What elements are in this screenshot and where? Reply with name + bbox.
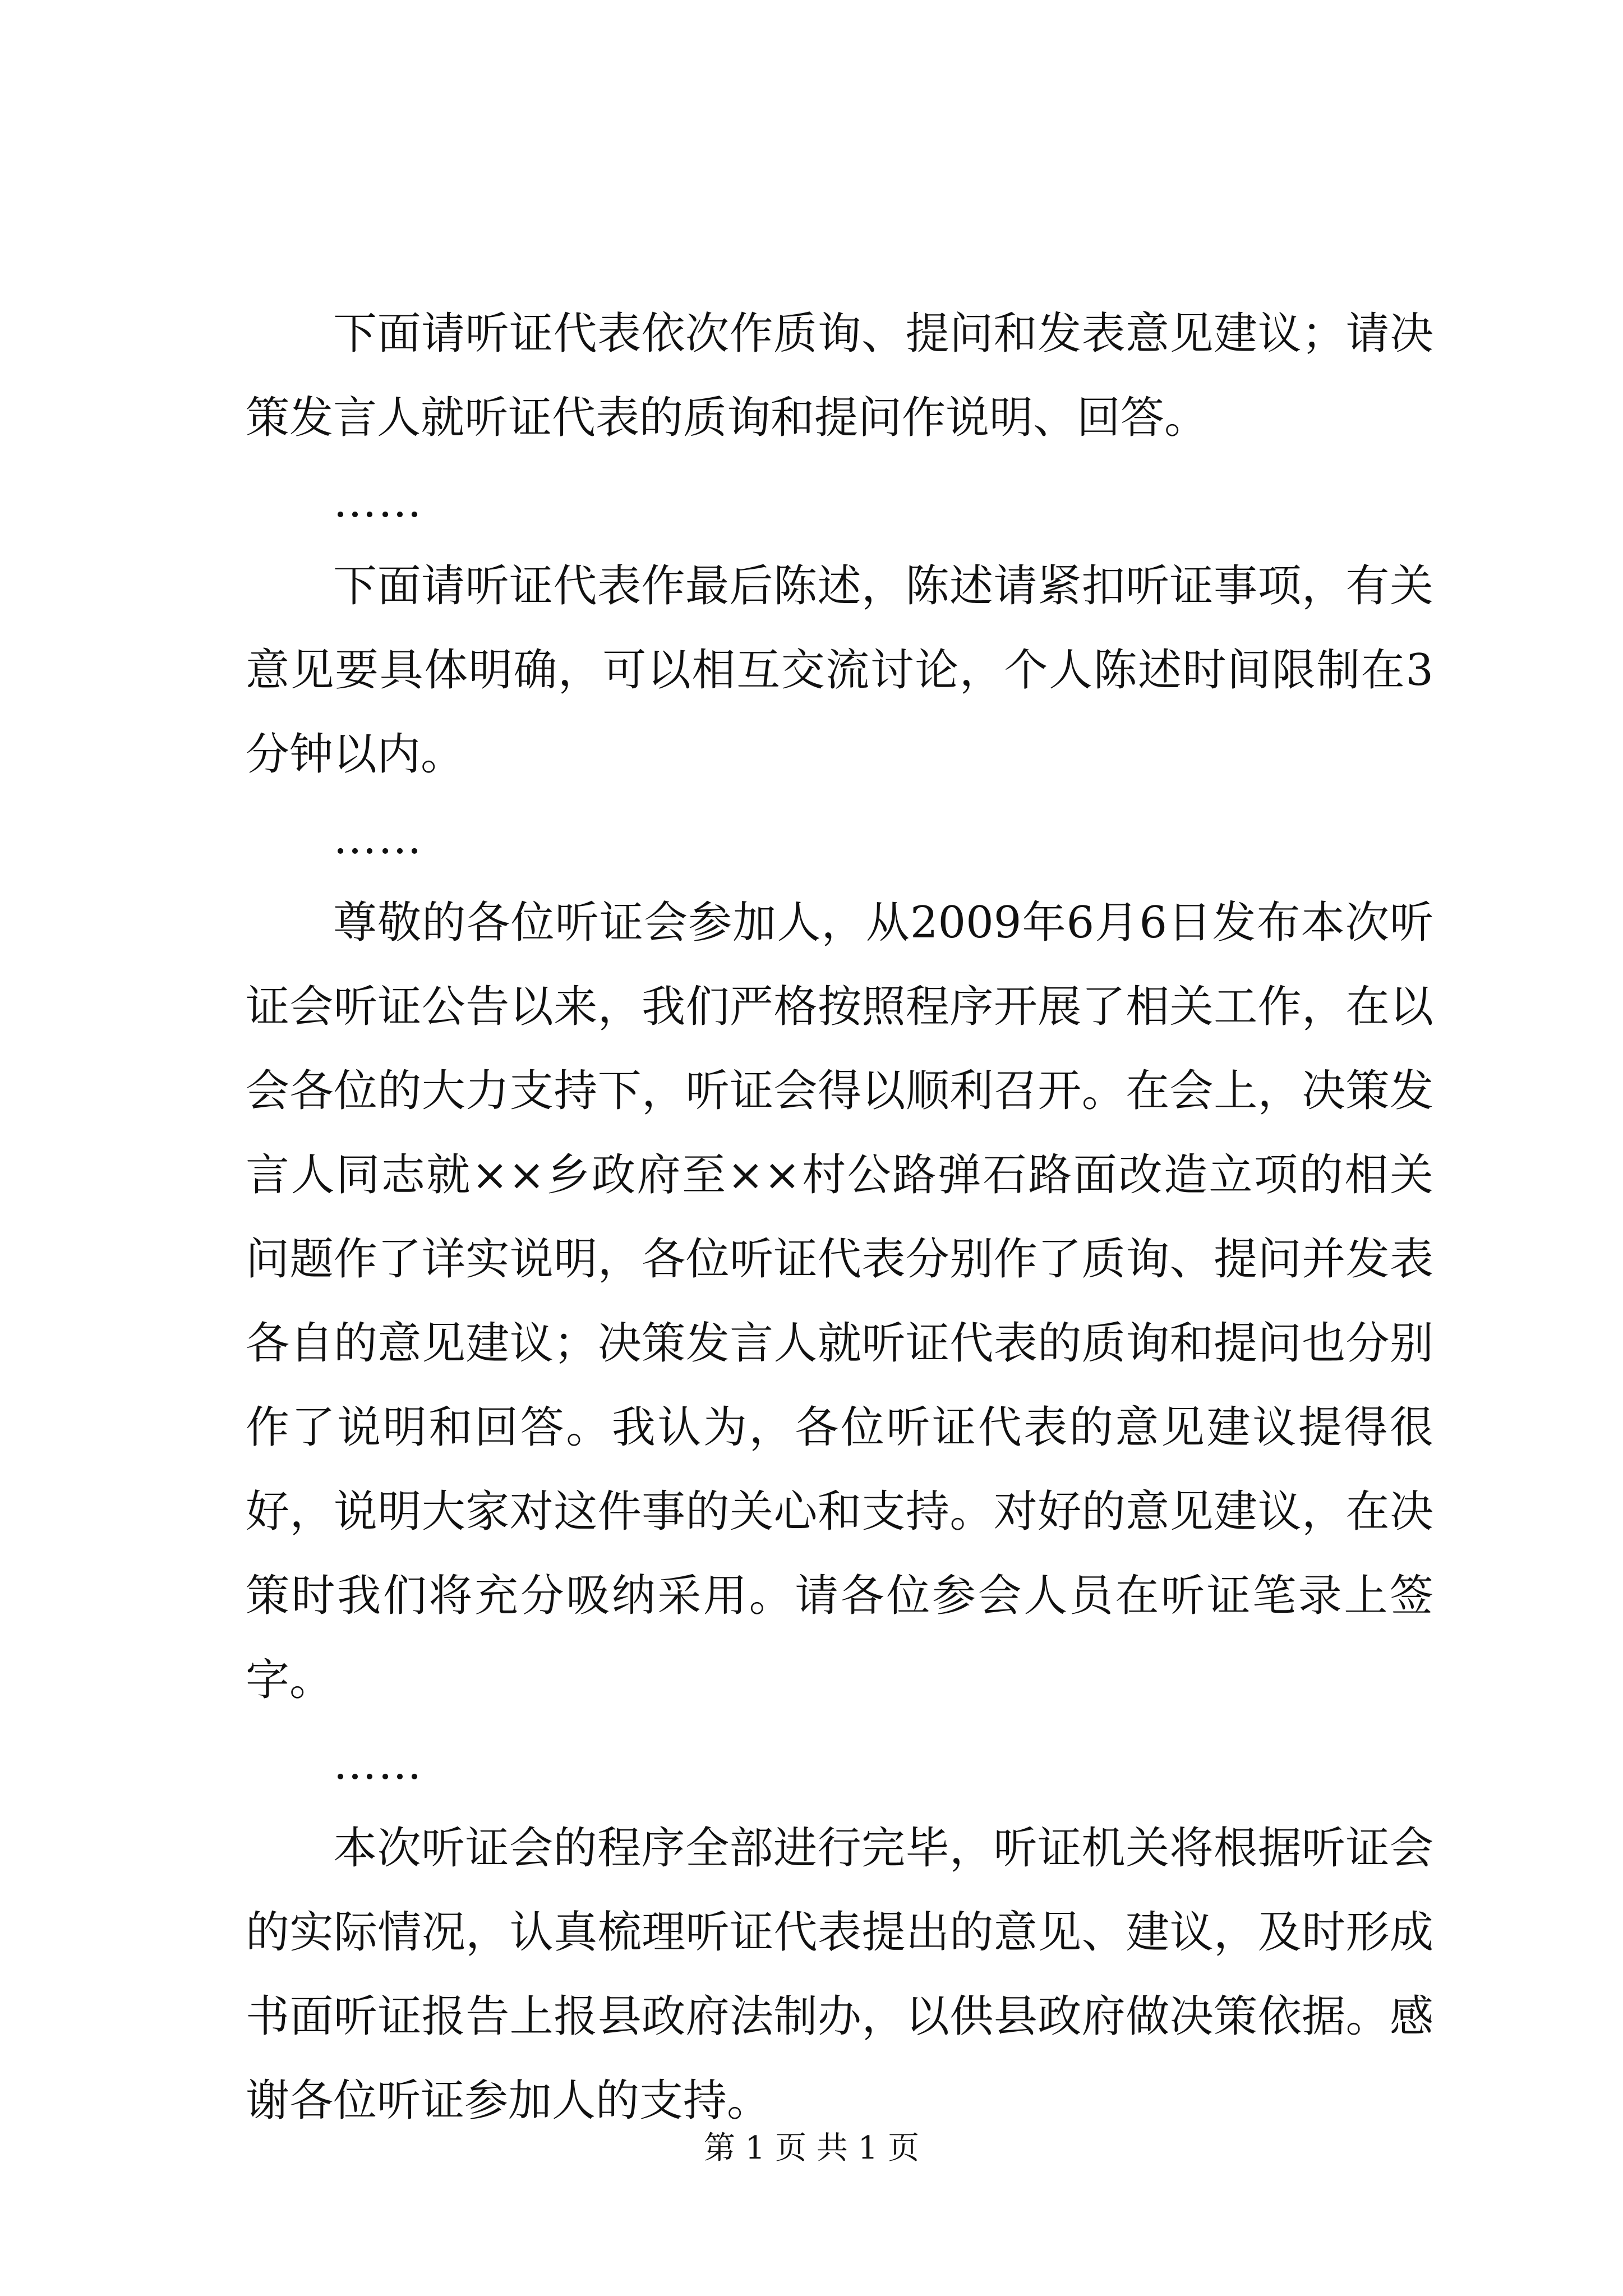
page-number-footer: 第 1 页 共 1 页 — [703, 2130, 920, 2166]
paragraph-summary: 尊敬的各位听证会参加人，从2009年6月6日发布本次听证会听证公告以来，我们严格按照程序开展了相关工作，在以会各位的大力支持下，听证会得以顺利召开。在会上，决策发言人同志就××乡政府至××村公路弹石路面改造立项的相关问题作了详实说明，各位听证代表分别作了质询、提问并发表各自的意见建议；决策发言人就听证代表的质询和提问也分别作了说明和回答。我认为，各位听证代表的意见建议提得很好，说明大家对这件事的关心和支持。对好的意见建议，在决策时我们将充分吸纳采用。请各位参会人员在听证笔录上签字。 — [246, 898, 1433, 1705]
document-body — [246, 292, 1433, 2143]
paragraph-final-statement: 下面请听证代表作最后陈述，陈述请紧扣听证事项，有关意见要具体明确，可以相互交流讨论，个人陈述时间限制在3分钟以内。 — [246, 561, 1433, 780]
ellipsis-3: …… — [333, 1739, 423, 1789]
paragraph-closing: 本次听证会的程序全部进行完毕，听证机关将根据听证会的实际情况，认真梳理听证代表提出的意见、建议，及时形成书面听证报告上报县政府法制办，以供县政府做决策依据。感谢各位听证参加人的支持。 — [246, 1823, 1433, 2126]
ellipsis-2: …… — [333, 813, 423, 864]
ellipsis-1: …… — [333, 477, 423, 527]
paragraph-questioning: 下面请听证代表依次作质询、提问和发表意见建议；请决策发言人就听证代表的质询和提问作说明、回答。 — [246, 309, 1433, 443]
